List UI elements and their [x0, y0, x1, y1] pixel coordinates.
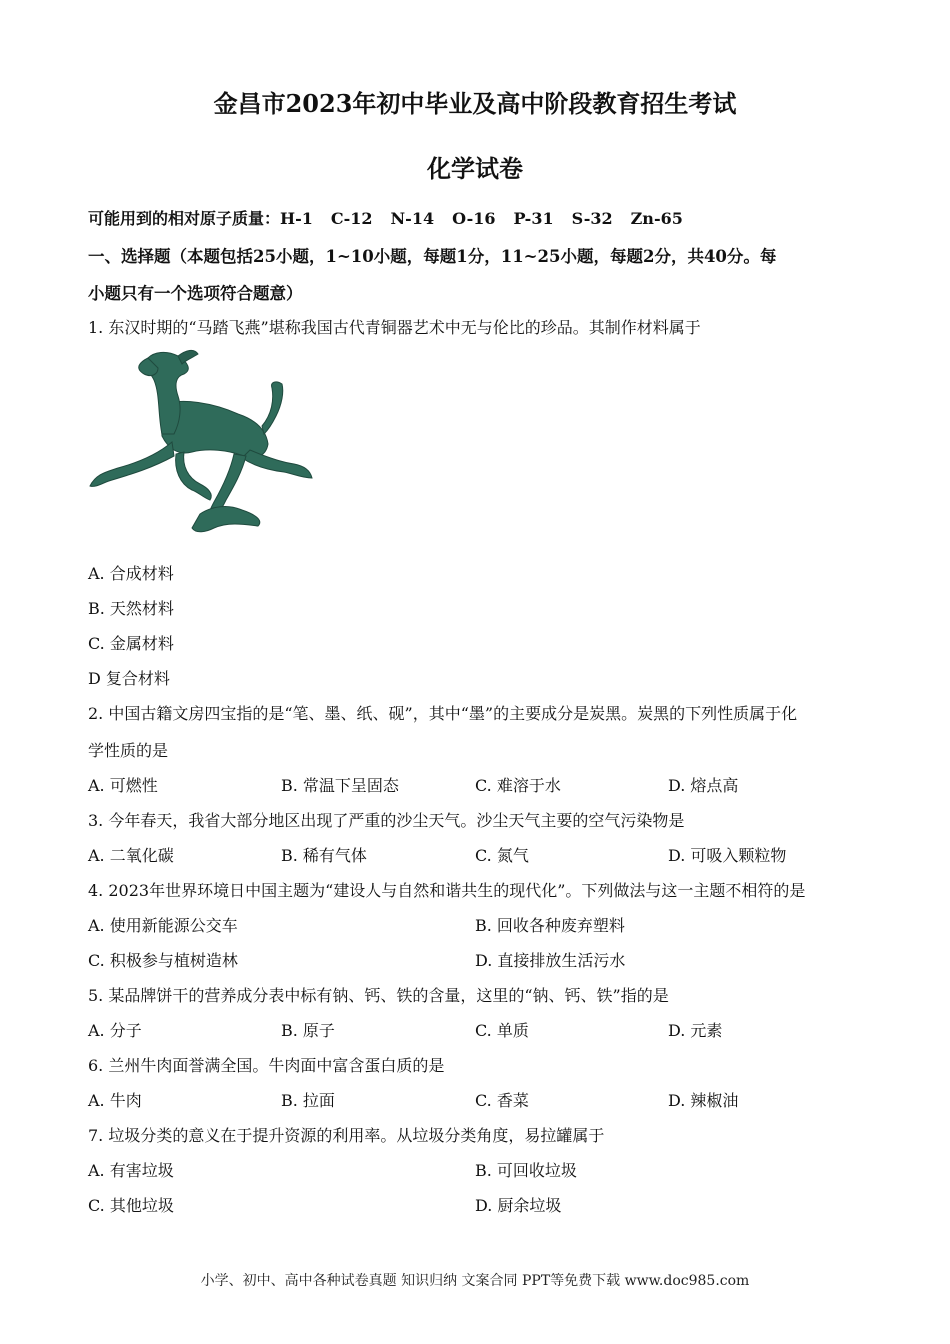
question-6-option-a[interactable]: A. 牛肉: [88, 1091, 142, 1110]
question-6-stem: 6. 兰州牛肉面誉满全国。牛肉面中富含蛋白质的是: [88, 1056, 445, 1075]
question-4-option-d[interactable]: D. 直接排放生活污水: [475, 951, 626, 970]
atomic-mass-item: H-1: [280, 209, 313, 228]
bronze-horse-image: [88, 344, 314, 540]
question-5-option-c[interactable]: C. 单质: [475, 1021, 529, 1040]
question-7-option-b[interactable]: B. 可回收垃圾: [475, 1161, 577, 1180]
question-3-option-c[interactable]: C. 氮气: [475, 846, 529, 865]
question-7-option-a[interactable]: A. 有害垃圾: [88, 1161, 174, 1180]
question-1-option-b[interactable]: B. 天然材料: [88, 599, 174, 618]
atomic-masses: [88, 206, 701, 229]
question-5-option-a[interactable]: A. 分子: [88, 1021, 142, 1040]
page-footer: 小学、初中、高中各种试卷真题 知识归纳 文案合同 PPT等免费下载 www.doc985.com: [200, 1273, 750, 1289]
question-3-option-d[interactable]: D. 可吸入颗粒物: [668, 846, 787, 865]
atomic-mass-item: Zn-65: [630, 209, 683, 228]
question-7-stem: 7. 垃圾分类的意义在于提升资源的利用率。从垃圾分类角度，易拉罐属于: [88, 1126, 605, 1145]
question-4-option-a[interactable]: A. 使用新能源公交车: [88, 916, 238, 935]
question-3-option-a[interactable]: A. 二氧化碳: [88, 846, 174, 865]
question-3-option-b[interactable]: B. 稀有气体: [281, 846, 367, 865]
atomic-mass-item: C-12: [330, 209, 373, 228]
exam-subtitle: 化学试卷: [427, 154, 523, 183]
question-1-option-d[interactable]: D 复合材料: [88, 669, 170, 688]
question-2-option-b[interactable]: B. 常温下呈固态: [281, 776, 399, 795]
question-5-stem: 5. 某品牌饼干的营养成分表中标有钠、钙、铁的含量，这里的“钠、钙、铁”指的是: [88, 986, 669, 1005]
question-6-option-d[interactable]: D. 辣椒油: [668, 1091, 739, 1110]
question-5-option-d[interactable]: D. 元素: [668, 1021, 723, 1040]
atomic-mass-item: P-31: [513, 209, 554, 228]
question-7-option-d[interactable]: D. 厨余垃圾: [475, 1196, 562, 1215]
question-2-option-c[interactable]: C. 难溶于水: [475, 776, 561, 795]
question-1-option-a[interactable]: A. 合成材料: [88, 564, 174, 583]
question-2-stem-continued: 学性质的是: [88, 741, 169, 760]
atomic-mass-item: S-32: [571, 209, 613, 228]
section-heading-line2: 小题只有一个选项符合题意）: [88, 284, 303, 303]
question-3-stem: 3. 今年春天，我省大部分地区出现了严重的沙尘天气。沙尘天气主要的空气污染物是: [88, 811, 685, 830]
section-heading-line1: 一、选择题（本题包括25小题，1~10小题，每题1分，11~25小题，每题2分，共40分。每: [88, 247, 777, 266]
atomic-mass-item: O-16: [452, 209, 496, 228]
question-2-option-d[interactable]: D. 熔点高: [668, 776, 739, 795]
question-6-option-c[interactable]: C. 香菜: [475, 1091, 529, 1110]
question-2-stem: 2. 中国古籍文房四宝指的是“笔、墨、纸、砚”，其中“墨”的主要成分是炭黑。炭黑的下列性质属于化: [88, 704, 798, 723]
question-6-option-b[interactable]: B. 拉面: [281, 1091, 335, 1110]
exam-title: 金昌市2023年初中毕业及高中阶段教育招生考试: [213, 89, 737, 118]
atomic-masses-label: 可能用到的相对原子质量：: [88, 209, 281, 228]
question-5-option-b[interactable]: B. 原子: [281, 1021, 335, 1040]
atomic-mass-item: N-14: [390, 209, 435, 228]
question-7-option-c[interactable]: C. 其他垃圾: [88, 1196, 174, 1215]
question-4-option-b[interactable]: B. 回收各种废弃塑料: [475, 916, 625, 935]
question-4-option-c[interactable]: C. 积极参与植树造林: [88, 951, 238, 970]
question-2-option-a[interactable]: A. 可燃性: [88, 776, 158, 795]
question-1-stem: 1. 东汉时期的“马踏飞燕”堪称我国古代青铜器艺术中无与伦比的珍品。其制作材料属于: [88, 318, 701, 337]
question-4-stem: 4. 2023年世界环境日中国主题为“建设人与自然和谐共生的现代化”。下列做法与这一主题不相符的是: [88, 881, 806, 900]
question-1-option-c[interactable]: C. 金属材料: [88, 634, 174, 653]
